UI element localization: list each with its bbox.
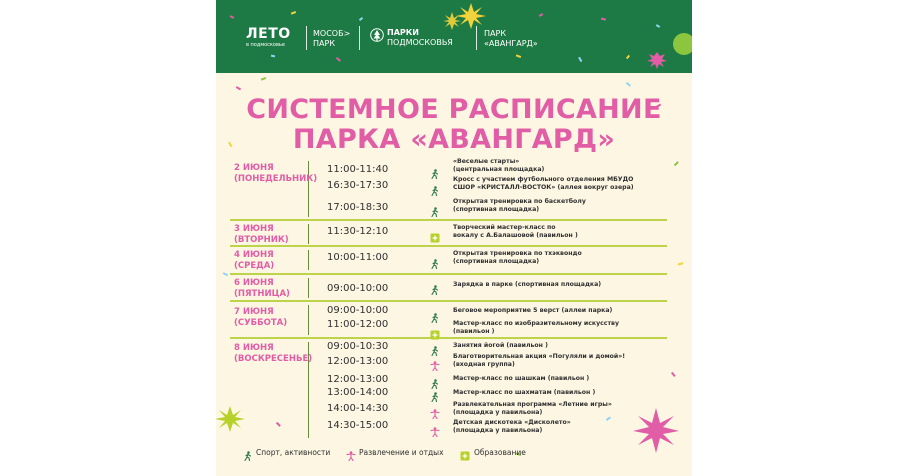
day-weekday: (ВОСКРЕСЕНЬЕ): [234, 354, 313, 364]
legend-entertainment-label: Развлечение и отдых: [359, 448, 444, 457]
day-label-june-8: [234, 343, 312, 365]
leto-logo-subtitle: в подмосковье: [246, 42, 285, 48]
event-time: 11:00-11:40: [327, 164, 389, 175]
parki-tree-logo-icon: [370, 27, 384, 45]
header-separator: [359, 26, 360, 50]
day-date: 8 ИЮНЯ: [234, 343, 274, 353]
education-icon: [430, 325, 440, 335]
column-divider: [308, 224, 309, 244]
event-time: 09:00-10:00: [327, 283, 389, 294]
day-label-june-4: [234, 250, 274, 272]
day-label-june-2: [234, 163, 317, 185]
day-weekday: (ПЯТНИЦА): [234, 289, 290, 299]
leto-logo-title: ЛЕТО: [246, 26, 291, 42]
event-activity: Развлекательная программа «Летние игры» (площадка у павильона): [453, 401, 612, 416]
schedule-poster: [216, 0, 692, 476]
day-label-june-3: [234, 224, 289, 246]
day-separator: [230, 273, 667, 275]
sport-icon: [243, 446, 253, 456]
day-separator: [230, 300, 667, 302]
sport-icon: [430, 341, 440, 351]
event-activity: Беговое мероприятие 5 верст (аллеи парка): [453, 307, 613, 314]
day-weekday: (СУББОТА): [234, 318, 288, 328]
event-activity: Открытая тренировка по баскетболу (спортивная площадка): [453, 198, 586, 213]
day-separator: [230, 337, 667, 339]
mosobpark-logo-line1: МОСОБ>: [313, 29, 351, 38]
sport-icon: [430, 254, 440, 264]
entertainment-icon: [430, 356, 440, 366]
event-time: 14:30-15:00: [327, 420, 389, 431]
event-time: 11:00-12:00: [327, 319, 389, 330]
poster-header: [216, 0, 692, 73]
day-date: 6 ИЮНЯ: [234, 278, 274, 288]
column-divider: [308, 305, 309, 335]
day-separator: [230, 245, 667, 247]
event-time: 13:00-14:00: [327, 387, 389, 398]
column-divider: [308, 278, 309, 298]
event-activity: Кросс с участием футбольного отделения МБУДО СШОР «КРИСТАЛЛ-ВОСТОК» (аллея вокруг озера): [453, 176, 634, 191]
day-weekday: (ВТОРНИК): [234, 235, 289, 245]
event-time: 16:30-17:30: [327, 180, 389, 191]
sport-icon: [430, 181, 440, 191]
entertainment-icon: [430, 404, 440, 414]
event-time: 10:00-11:00: [327, 252, 389, 263]
sport-icon: [430, 374, 440, 384]
parki-logo-line2: ПОДМОСКОВЬЯ: [387, 38, 453, 47]
parki-logo-line1: ПАРКИ: [387, 28, 419, 37]
education-icon: [430, 228, 440, 238]
sport-icon: [430, 280, 440, 290]
event-time: 12:00-13:00: [327, 356, 389, 367]
event-activity: Зарядка в парке (спортивная площадка): [453, 281, 602, 288]
event-activity: Благотворительная акция «Погуляли и домой»! (входная группа): [453, 353, 626, 368]
event-time: 09:00-10:30: [327, 341, 389, 352]
entertainment-icon: [430, 422, 440, 432]
education-icon: [460, 446, 470, 456]
event-time: 09:00-10:00: [327, 305, 389, 316]
event-time: 11:30-12:10: [327, 226, 389, 237]
sport-icon: [430, 308, 440, 318]
day-weekday: (СРЕДА): [234, 261, 275, 271]
day-weekday: (ПОНЕДЕЛЬНИК): [234, 174, 318, 184]
event-activity: Открытая тренировка по тхэквондо (спортивная площадка): [453, 250, 582, 265]
day-date: 7 ИЮНЯ: [234, 307, 274, 317]
day-separator: [230, 219, 667, 221]
sport-icon: [430, 164, 440, 174]
poster-title-line2: ПАРКА «АВАНГАРД»: [292, 124, 616, 155]
day-label-june-7: [234, 307, 287, 329]
event-activity: Мастер-класс по изобразительному искусству (павильон ): [453, 320, 619, 335]
day-date: 4 ИЮНЯ: [234, 250, 274, 260]
park-name-line2: «АВАНГАРД»: [484, 39, 538, 48]
event-activity: Занятия йогой (павильон ): [453, 342, 548, 349]
header-separator: [306, 26, 307, 50]
header-separator: [476, 26, 477, 50]
event-activity: Детская дискотека «Дисколето» (площадка у павильона): [453, 419, 571, 434]
event-activity: Творческий мастер-класс по вокалу с А.Балашовой (павильон ): [453, 224, 578, 239]
column-divider: [308, 250, 309, 270]
event-activity: «Веселые старты» (центральная площадка): [453, 158, 545, 173]
mosobpark-logo-line2: ПАРК: [313, 39, 335, 48]
sport-icon: [430, 387, 440, 397]
event-activity: Мастер-класс по шахматам (павильон ): [453, 389, 596, 396]
event-time: 17:00-18:30: [327, 202, 389, 213]
event-activity: Мастер-класс по шашкам (павильон ): [453, 375, 590, 382]
poster-title-line1: СИСТЕМНОЕ РАСПИСАНИЕ: [246, 94, 662, 125]
park-name-line1: ПАРК: [484, 29, 506, 38]
legend-education-label: Образование: [474, 448, 526, 457]
entertainment-icon: [346, 446, 356, 456]
event-time: 14:00-14:30: [327, 403, 389, 414]
day-label-june-6: [234, 278, 290, 300]
day-date: 2 ИЮНЯ: [234, 163, 274, 173]
legend-sport-label: Спорт, активности: [256, 448, 331, 457]
day-date: 3 ИЮНЯ: [234, 224, 274, 234]
event-time: 12:00-13:00: [327, 374, 389, 385]
sport-icon: [430, 202, 440, 212]
